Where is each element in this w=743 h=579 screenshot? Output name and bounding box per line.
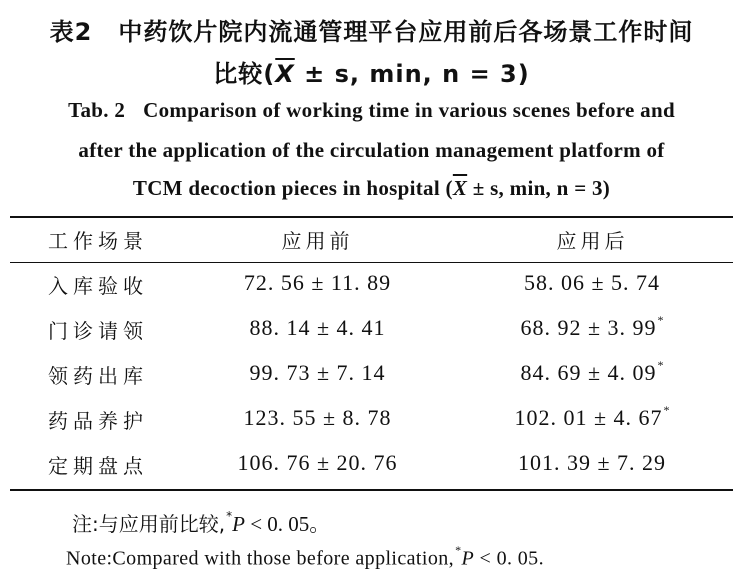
- header-scene: 工作场景: [48, 229, 148, 253]
- row-scene: 药品养护: [48, 409, 148, 433]
- caption-en-line2: after the application of the circulation management platform of: [78, 138, 665, 162]
- note-en-prefix: Note:Compared with those before application,: [66, 547, 455, 570]
- note-cn-p: P: [232, 512, 245, 536]
- note-cn-prefix: 注:与应用前比较,: [72, 512, 226, 536]
- caption-cn-stat-suffix: ± s, min, n = 3): [294, 60, 530, 88]
- row-scene: 门诊请领: [48, 319, 148, 343]
- caption-cn-line1: [0, 12, 743, 47]
- table-top-rule: [10, 216, 733, 218]
- row-before: 123. 55 ± 8. 78: [243, 405, 392, 430]
- caption-en-stat-symbol: $\overline{X}$: [452, 176, 468, 200]
- header-after: 应用后: [556, 229, 629, 253]
- caption-cn-line2: [0, 54, 743, 89]
- significance-mark: *: [657, 357, 665, 372]
- caption-en-stat-suffix: ± s, min, n = 3): [467, 176, 611, 200]
- row-after-value: 101. 39 ± 7. 29: [517, 450, 667, 475]
- note-en-mark: *: [455, 543, 462, 557]
- table-bottom-rule: [10, 489, 733, 491]
- row-before: 106. 76 ± 20. 76: [237, 450, 398, 475]
- caption-cn-table-number: 表2: [49, 18, 93, 46]
- note-en-p: P: [461, 547, 475, 570]
- row-before: 72. 56 ± 11. 89: [243, 270, 392, 295]
- significance-mark: *: [657, 312, 665, 327]
- row-before: 99. 73 ± 7. 14: [249, 360, 386, 385]
- row-after: [465, 357, 720, 386]
- row-after: [465, 450, 720, 476]
- header-before: 应用前: [281, 229, 354, 253]
- row-scene: 领药出库: [48, 364, 148, 388]
- caption-cn-stat-symbol: $\overline{X}$: [275, 60, 295, 88]
- note-cn: [72, 508, 330, 538]
- caption-en-line3-prefix: TCM decoction pieces in hospital (: [132, 176, 453, 200]
- caption-en-line1-text: Comparison of working time in various scenes before and: [143, 98, 675, 122]
- row-after: [465, 402, 720, 431]
- table-header-rule: [10, 262, 733, 263]
- caption-en-line1: [0, 98, 743, 123]
- row-after-value: 68. 92 ± 3. 99: [520, 315, 657, 340]
- note-en-value: < 0. 05.: [474, 547, 544, 570]
- caption-cn-line2-prefix: 比较(: [213, 60, 276, 88]
- row-after-value: 58. 06 ± 5. 74: [523, 270, 661, 295]
- row-after: [465, 270, 720, 296]
- caption-cn-title-text: 中药饮片院内流通管理平台应用前后各场景工作时间: [118, 18, 694, 46]
- caption-en-line3: [0, 176, 743, 201]
- row-after-value: 84. 69 ± 4. 09: [520, 360, 657, 385]
- row-after: [465, 312, 720, 341]
- note-cn-value: < 0. 05。: [244, 512, 331, 536]
- row-scene: 入库验收: [48, 274, 148, 298]
- row-before: 88. 14 ± 4. 41: [249, 315, 386, 340]
- note-en: [66, 543, 544, 571]
- caption-en-table-number: Tab. 2: [68, 98, 126, 122]
- note-cn-mark: *: [226, 509, 233, 524]
- row-scene: 定期盘点: [48, 454, 148, 478]
- significance-mark: *: [663, 402, 671, 417]
- row-after-value: 102. 01 ± 4. 67: [514, 405, 663, 430]
